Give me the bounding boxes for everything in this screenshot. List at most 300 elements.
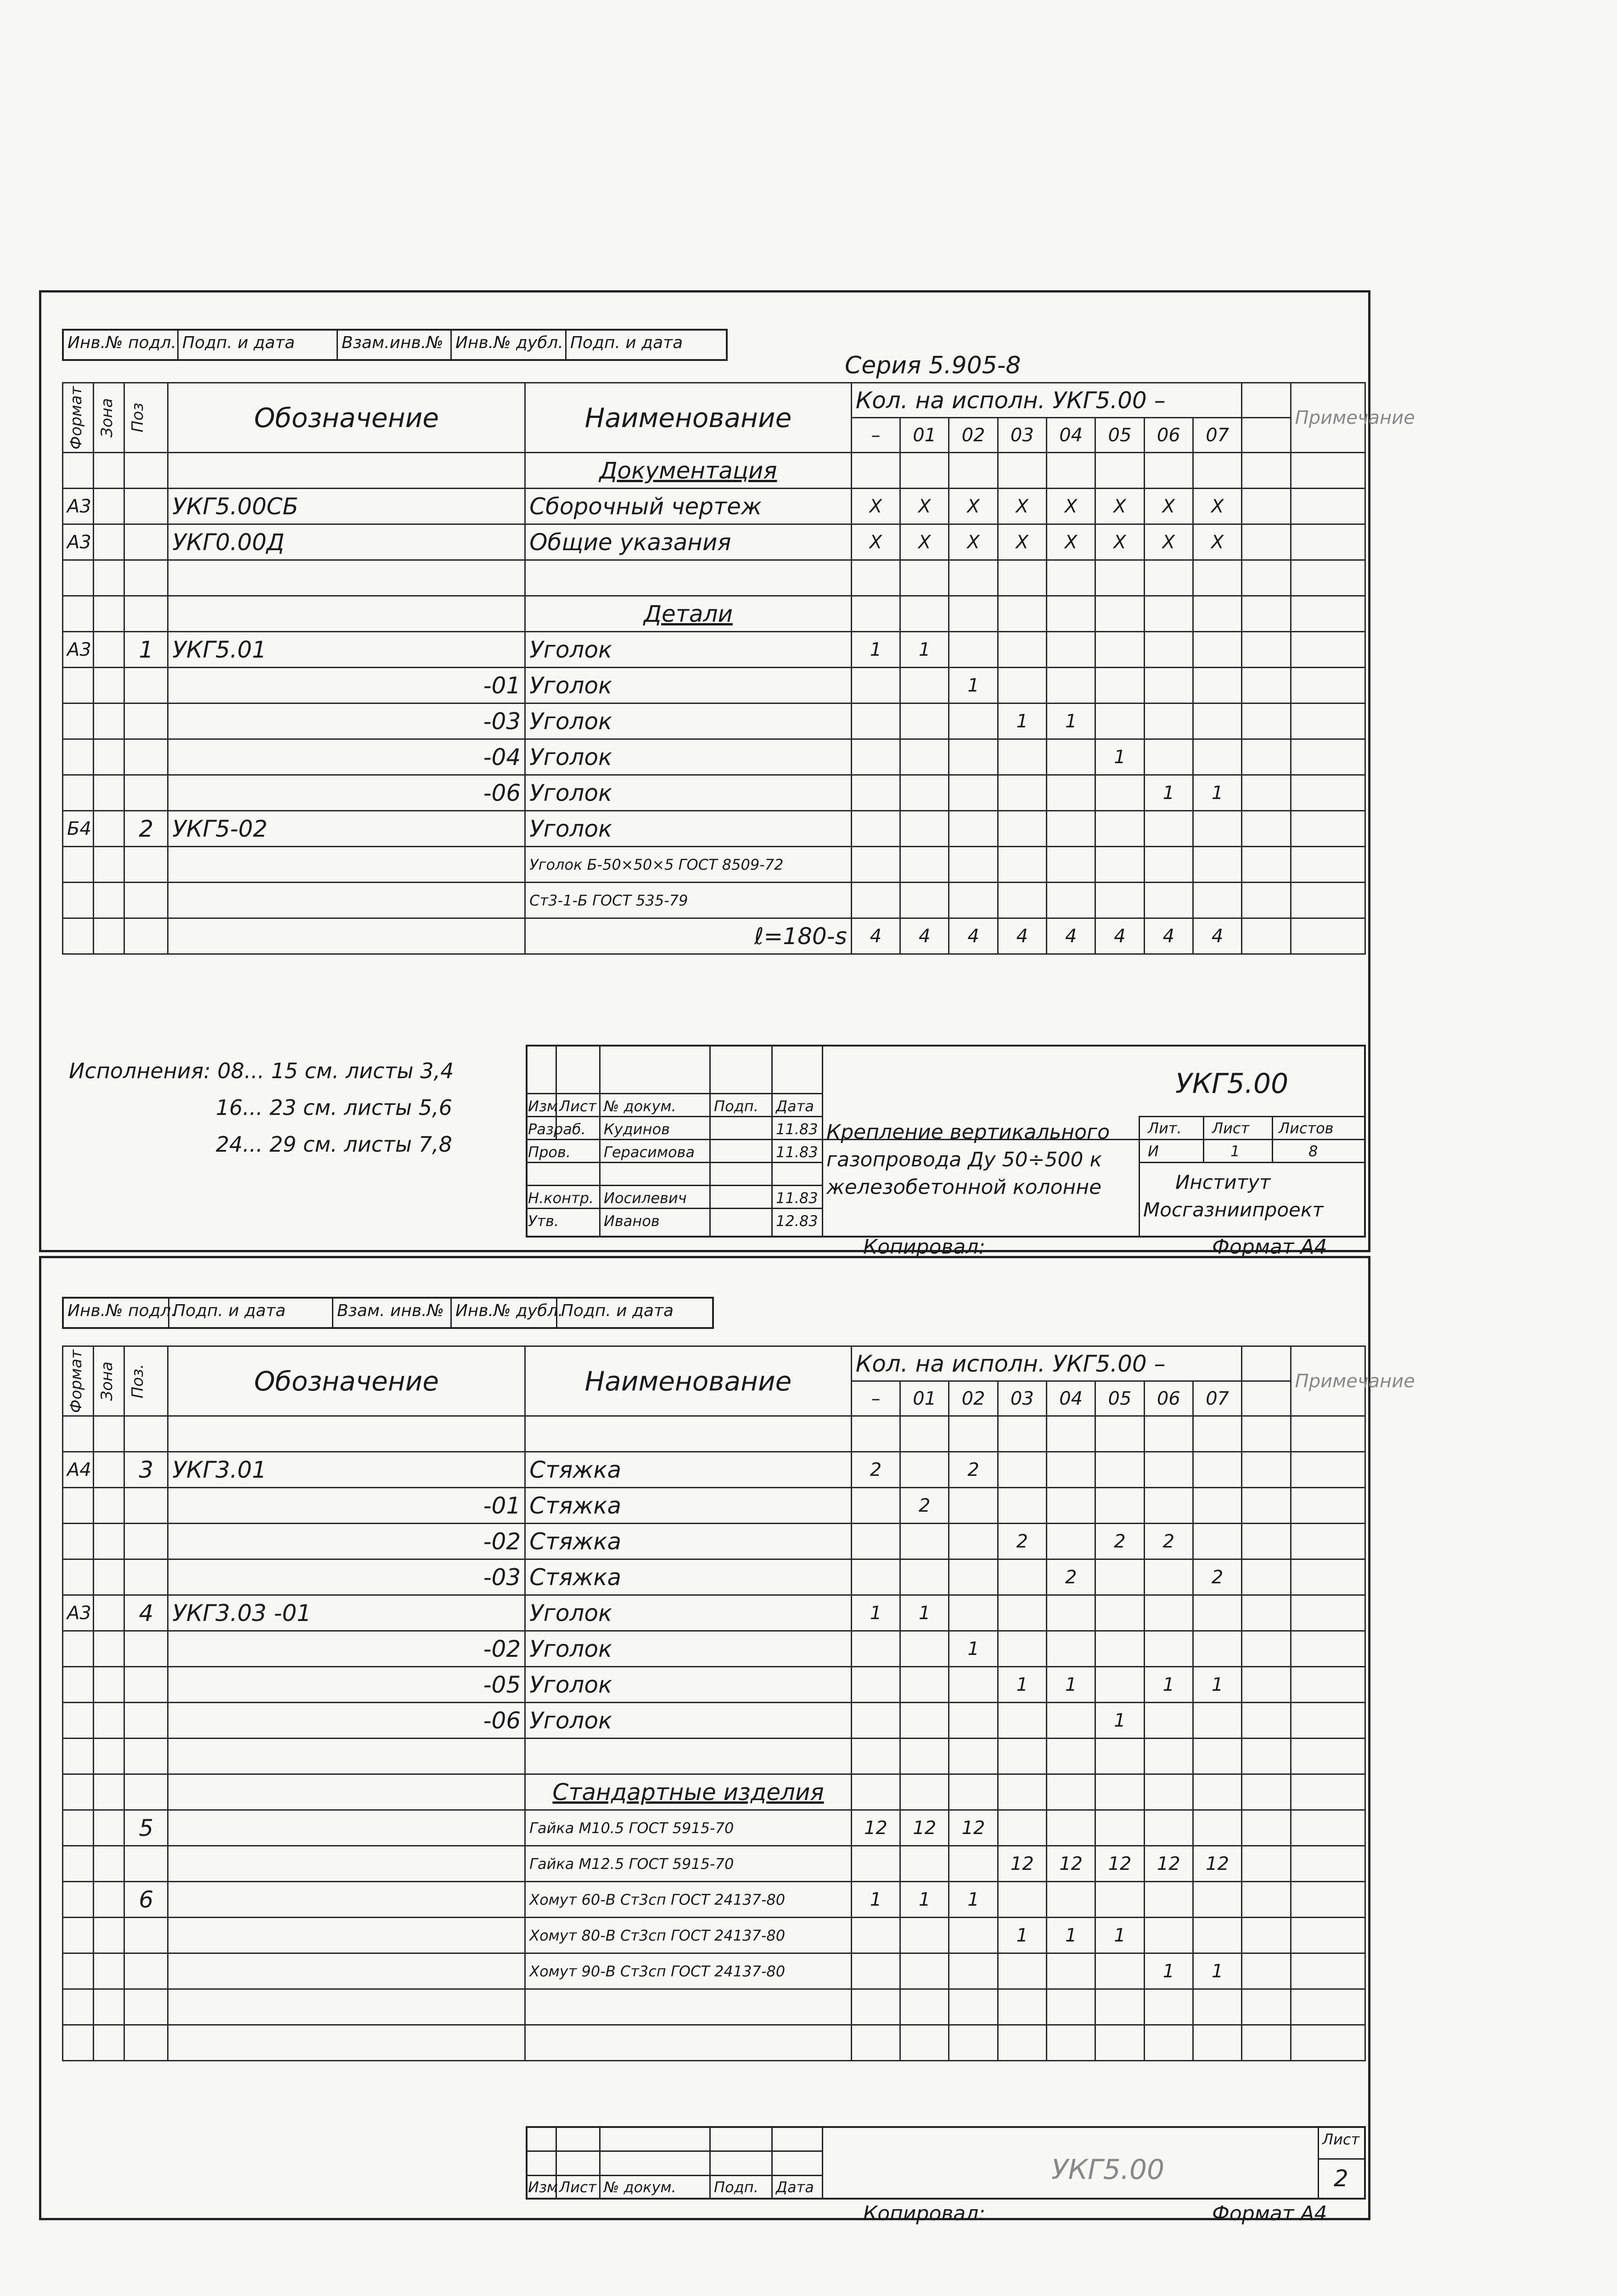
tb-role: Разраб.	[528, 1120, 586, 1138]
tb-date: 11.83	[776, 1120, 818, 1138]
pos-cell	[124, 453, 168, 489]
exec-col-header: 03	[998, 418, 1046, 453]
spec-row	[63, 1846, 1365, 1882]
approval-stamp-strip-1	[62, 329, 728, 361]
qty-cell	[1095, 1882, 1144, 1918]
qty-cell: 1	[1144, 1953, 1193, 1989]
exec-col-header: 04	[1047, 1381, 1095, 1416]
qty-cell	[1193, 1918, 1241, 1953]
qty-cell	[1047, 1595, 1095, 1631]
qty-cell	[1193, 1524, 1241, 1559]
designation-cell	[168, 1918, 525, 1953]
qty-cell	[1047, 1989, 1095, 2025]
note-cell	[1291, 1452, 1365, 1488]
qty-cell	[1047, 775, 1095, 811]
qty-cell	[998, 775, 1046, 811]
spare-cell	[1242, 596, 1291, 632]
pos-cell: 6	[124, 1882, 168, 1918]
qty-cell	[1193, 596, 1241, 632]
qty-cell: 1	[900, 632, 949, 668]
pos-cell	[124, 739, 168, 775]
spec-row	[63, 632, 1365, 668]
format-cell	[63, 1739, 94, 1774]
qty-cell	[1193, 1595, 1241, 1631]
name-cell: Стандартные изделия	[525, 1774, 852, 1810]
exec-col-header: –	[851, 1381, 900, 1416]
exec-col-header: –	[851, 418, 900, 453]
spare-cell	[1242, 560, 1291, 596]
pos-cell	[124, 489, 168, 524]
qty-cell	[949, 1739, 998, 1774]
note-cell	[1291, 560, 1365, 596]
qty-cell	[1144, 1703, 1193, 1739]
qty-cell	[851, 560, 900, 596]
exec-col-header: 02	[949, 418, 998, 453]
qty-cell	[1144, 1739, 1193, 1774]
qty-cell	[1047, 560, 1095, 596]
qty-cell	[1047, 1953, 1095, 1989]
qty-cell	[900, 1631, 949, 1667]
qty-cell	[949, 739, 998, 775]
note-cell	[1291, 739, 1365, 775]
qty-cell	[1095, 1416, 1144, 1452]
zone-cell	[94, 1882, 124, 1918]
qty-cell	[998, 1416, 1046, 1452]
spec-row	[63, 847, 1365, 883]
stamp-col: Подп. и дата	[179, 331, 338, 359]
qty-cell	[1095, 1452, 1144, 1488]
zone-cell	[94, 1524, 124, 1559]
name-cell: Детали	[525, 596, 852, 632]
spare-cell	[1242, 524, 1291, 560]
spec-row	[63, 489, 1365, 524]
note-cell	[1291, 883, 1365, 918]
qty-cell	[900, 1739, 949, 1774]
zone-cell	[94, 1810, 124, 1846]
pos-cell	[124, 1774, 168, 1810]
name-cell: Уголок	[525, 1631, 852, 1667]
spec-row	[63, 1524, 1365, 1559]
sheet-number: 2	[1334, 2165, 1348, 2192]
qty-cell	[998, 1953, 1046, 1989]
pos-cell	[124, 1524, 168, 1559]
format-cell	[63, 1524, 94, 1559]
tb-hdr-sign: Подп.	[714, 1097, 758, 1115]
zone-cell	[94, 1989, 124, 2025]
spec-row	[63, 668, 1365, 703]
tb-hdr-doc: № докум.	[604, 2178, 676, 2196]
designation-cell: -02	[168, 1631, 525, 1667]
qty-cell	[1193, 1631, 1241, 1667]
designation-cell	[168, 453, 525, 489]
pos-cell	[124, 1631, 168, 1667]
exec-col-header: 07	[1193, 418, 1241, 453]
qty-cell	[1193, 1452, 1241, 1488]
format-cell	[63, 1559, 94, 1595]
spec-row	[63, 1703, 1365, 1739]
spec-row	[63, 1774, 1365, 1810]
document-code: УКГ5.00	[1051, 2154, 1165, 2186]
spec-table-1	[62, 382, 1415, 955]
zone-cell	[94, 1846, 124, 1882]
qty-cell	[998, 1703, 1046, 1739]
qty-cell	[949, 453, 998, 489]
qty-cell	[949, 1416, 998, 1452]
col-format: Формат	[63, 383, 94, 453]
qty-cell: X	[851, 489, 900, 524]
qty-cell	[1095, 632, 1144, 668]
note-cell	[1291, 453, 1365, 489]
format-cell	[63, 1953, 94, 1989]
spare-cell	[1242, 1846, 1291, 1882]
qty-cell	[851, 1524, 900, 1559]
exec-col-header: 05	[1095, 418, 1144, 453]
qty-cell	[1047, 1810, 1095, 1846]
exec-col-header: 01	[900, 418, 949, 453]
pos-cell: 1	[124, 632, 168, 668]
name-cell: Уголок	[525, 703, 852, 739]
format-cell	[63, 596, 94, 632]
qty-cell: 2	[851, 1452, 900, 1488]
qty-cell	[900, 596, 949, 632]
zone-cell	[94, 596, 124, 632]
tb-person: Герасимова	[604, 1143, 695, 1161]
spare-cell	[1242, 1667, 1291, 1703]
execution-note-2: 16... 23 см. листы 5,6	[216, 1095, 452, 1120]
note-cell	[1291, 1703, 1365, 1739]
designation-cell: -06	[168, 1703, 525, 1739]
spec-row	[63, 1810, 1365, 1846]
format-cell	[63, 775, 94, 811]
qty-cell	[949, 1559, 998, 1595]
qty-cell: 1	[949, 668, 998, 703]
tb-hdr-list: Лист	[559, 2178, 597, 2196]
spec-row	[63, 1452, 1365, 1488]
tb-person: Кудинов	[604, 1120, 670, 1138]
qty-cell: 2	[998, 1524, 1046, 1559]
format-cell	[63, 1488, 94, 1524]
qty-cell	[1144, 1631, 1193, 1667]
designation-cell	[168, 1774, 525, 1810]
qty-cell: 1	[1095, 1918, 1144, 1953]
format-label: Формат А4	[1212, 1235, 1327, 1259]
qty-cell	[949, 775, 998, 811]
zone-cell	[94, 1595, 124, 1631]
spare-cell	[1242, 1774, 1291, 1810]
spec-row	[63, 1989, 1365, 2025]
zone-cell	[94, 668, 124, 703]
pos-cell	[124, 1488, 168, 1524]
col-zone: Зона	[94, 383, 124, 453]
qty-cell: X	[1193, 524, 1241, 560]
tb-hdr-doc: № докум.	[604, 1097, 676, 1115]
qty-cell	[998, 1452, 1046, 1488]
zone-cell	[94, 811, 124, 847]
copied-by-label: Копировал:	[863, 1235, 986, 1259]
format-cell	[63, 1703, 94, 1739]
qty-cell	[1193, 739, 1241, 775]
col-note: Примечание	[1291, 1346, 1365, 1416]
qty-cell	[851, 453, 900, 489]
name-cell: Уголок	[525, 811, 852, 847]
qty-cell	[1095, 1488, 1144, 1524]
zone-cell	[94, 560, 124, 596]
spare-cell	[1242, 739, 1291, 775]
qty-cell: 12	[1193, 1846, 1241, 1882]
name-cell: Хомут 60-В Ст3сп ГОСТ 24137-80	[525, 1882, 852, 1918]
note-cell	[1291, 1559, 1365, 1595]
spec-row	[63, 1559, 1365, 1595]
format-cell	[63, 1774, 94, 1810]
pos-cell	[124, 596, 168, 632]
pos-cell: 5	[124, 1810, 168, 1846]
name-cell: Уголок	[525, 1703, 852, 1739]
qty-cell	[998, 560, 1046, 596]
zone-cell	[94, 1703, 124, 1739]
qty-cell: 1	[949, 1882, 998, 1918]
qty-cell	[851, 1416, 900, 1452]
name-cell: Стяжка	[525, 1559, 852, 1595]
qty-cell	[1193, 1882, 1241, 1918]
stamp-col: Взам. инв.№	[333, 1299, 452, 1327]
qty-cell: 2	[900, 1488, 949, 1524]
col-designation: Обозначение	[168, 1346, 525, 1416]
qty-cell	[1144, 453, 1193, 489]
qty-cell: 1	[998, 1918, 1046, 1953]
qty-cell	[851, 1989, 900, 2025]
qty-cell: X	[1095, 489, 1144, 524]
spec-row	[63, 918, 1365, 954]
format-label: Формат А4	[1212, 2202, 1327, 2225]
qty-cell: 4	[1095, 918, 1144, 954]
lit-header: Лит.	[1148, 1120, 1182, 1137]
pos-cell	[124, 560, 168, 596]
qty-cell	[1144, 1989, 1193, 2025]
spare-cell	[1242, 1882, 1291, 1918]
col-pos: Поз	[124, 383, 168, 453]
qty-cell	[1144, 632, 1193, 668]
qty-cell	[1144, 811, 1193, 847]
qty-cell	[998, 1989, 1046, 2025]
designation-cell: -01	[168, 668, 525, 703]
exec-col-header: 05	[1095, 1381, 1144, 1416]
spare-cell	[1242, 453, 1291, 489]
designation-cell: -05	[168, 1667, 525, 1703]
qty-cell	[900, 1953, 949, 1989]
spec-row	[63, 1488, 1365, 1524]
spare-cell	[1242, 1559, 1291, 1595]
spare-cell	[1242, 1595, 1291, 1631]
format-cell	[63, 560, 94, 596]
note-cell	[1291, 1989, 1365, 2025]
qty-cell	[900, 883, 949, 918]
pos-cell	[124, 1846, 168, 1882]
qty-cell	[851, 1631, 900, 1667]
note-cell	[1291, 632, 1365, 668]
qty-cell: 4	[900, 918, 949, 954]
pos-cell	[124, 524, 168, 560]
qty-cell	[1144, 1774, 1193, 1810]
name-cell: Сборочный чертеж	[525, 489, 852, 524]
zone-cell	[94, 1488, 124, 1524]
tb-date: 11.83	[776, 1189, 818, 1207]
tb-hdr-date: Дата	[776, 1097, 814, 1115]
note-cell	[1291, 847, 1365, 883]
qty-cell	[900, 1524, 949, 1559]
qty-cell	[998, 1595, 1046, 1631]
qty-cell: 1	[1095, 739, 1144, 775]
qty-cell: 2	[1047, 1559, 1095, 1595]
note-cell	[1291, 1416, 1365, 1452]
name-cell	[525, 1989, 852, 2025]
zone-cell	[94, 1559, 124, 1595]
name-cell: Хомут 90-В Ст3сп ГОСТ 24137-80	[525, 1953, 852, 1989]
qty-cell	[1047, 739, 1095, 775]
qty-cell	[1193, 632, 1241, 668]
qty-cell	[949, 560, 998, 596]
col-name: Наименование	[525, 383, 852, 453]
pos-cell	[124, 1989, 168, 2025]
note-cell	[1291, 703, 1365, 739]
qty-cell: X	[1144, 524, 1193, 560]
stamp-col: Инв.№ подл.	[64, 1299, 169, 1327]
tb-date: 11.83	[776, 1143, 818, 1161]
name-cell	[525, 560, 852, 596]
designation-cell: УКГ5-02	[168, 811, 525, 847]
qty-cell	[1144, 596, 1193, 632]
qty-cell	[900, 668, 949, 703]
qty-cell: 1	[1095, 1703, 1144, 1739]
qty-cell: 1	[851, 1595, 900, 1631]
qty-cell	[949, 632, 998, 668]
name-cell: Ст3-1-Б ГОСТ 535-79	[525, 883, 852, 918]
note-cell	[1291, 1882, 1365, 1918]
format-cell	[63, 739, 94, 775]
qty-cell: 12	[1144, 1846, 1193, 1882]
stamp-col: Подп. и дата	[169, 1299, 333, 1327]
lit-value: И	[1148, 1142, 1159, 1160]
qty-cell: 1	[1047, 1918, 1095, 1953]
spec-table-2	[62, 1345, 1415, 2061]
qty-cell	[1193, 883, 1241, 918]
format-cell	[63, 1989, 94, 2025]
pos-cell	[124, 847, 168, 883]
qty-cell	[1095, 668, 1144, 703]
pos-cell: 2	[124, 811, 168, 847]
qty-cell	[1095, 1739, 1144, 1774]
qty-cell: 1	[1144, 1667, 1193, 1703]
designation-cell	[168, 560, 525, 596]
qty-cell	[1193, 668, 1241, 703]
qty-cell	[1047, 1703, 1095, 1739]
spec-row	[63, 560, 1365, 596]
doc-title-line: железобетонной колонне	[826, 1176, 1102, 1199]
qty-cell	[900, 847, 949, 883]
qty-cell	[1095, 596, 1144, 632]
qty-cell	[949, 1703, 998, 1739]
spec-row	[63, 1595, 1365, 1631]
qty-cell	[1095, 1631, 1144, 1667]
zone-cell	[94, 739, 124, 775]
qty-cell	[1144, 1810, 1193, 1846]
spare-cell	[1242, 1703, 1291, 1739]
qty-cell	[1047, 453, 1095, 489]
qty-header: Кол. на исполн. УКГ5.00 –	[851, 1346, 1242, 1381]
qty-cell	[900, 2025, 949, 2061]
spare-cell	[1242, 1918, 1291, 1953]
spec-row	[63, 1953, 1365, 1989]
format-cell	[63, 703, 94, 739]
exec-col-header: 07	[1193, 1381, 1241, 1416]
qty-cell	[998, 632, 1046, 668]
qty-cell: X	[1144, 489, 1193, 524]
series-label: Серия 5.905-8	[845, 352, 1021, 379]
col-pos: Поз.	[124, 1346, 168, 1416]
qty-cell	[1095, 883, 1144, 918]
pos-cell	[124, 1559, 168, 1595]
qty-cell	[998, 1488, 1046, 1524]
qty-cell	[1095, 1667, 1144, 1703]
qty-cell	[1193, 811, 1241, 847]
pos-cell	[124, 1953, 168, 1989]
tb-hdr-sign: Подп.	[714, 2178, 758, 2196]
qty-cell	[851, 739, 900, 775]
qty-cell	[1193, 703, 1241, 739]
qty-cell	[1193, 1416, 1241, 1452]
note-cell	[1291, 1631, 1365, 1667]
qty-cell	[900, 1989, 949, 2025]
tb-person: Иванов	[604, 1212, 660, 1230]
designation-cell: УКГ5.01	[168, 632, 525, 668]
qty-cell	[851, 1559, 900, 1595]
name-cell: Стяжка	[525, 1452, 852, 1488]
spec-row	[63, 453, 1365, 489]
qty-cell	[998, 1559, 1046, 1595]
note-cell	[1291, 1774, 1365, 1810]
spec-row	[63, 775, 1365, 811]
qty-cell	[1047, 1452, 1095, 1488]
stamp-col: Инв.№ дубл.	[452, 1299, 557, 1327]
qty-cell	[851, 1703, 900, 1739]
col-format: Формат	[63, 1346, 94, 1416]
qty-cell	[1095, 1559, 1144, 1595]
qty-cell: 4	[998, 918, 1046, 954]
col-zone: Зона	[94, 1346, 124, 1416]
qty-cell	[851, 1918, 900, 1953]
zone-cell	[94, 1918, 124, 1953]
name-cell: Стяжка	[525, 1488, 852, 1524]
pos-cell	[124, 1739, 168, 1774]
zone-cell	[94, 775, 124, 811]
qty-cell	[1095, 775, 1144, 811]
qty-cell	[1095, 1810, 1144, 1846]
tb-role: Н.контр.	[528, 1189, 594, 1207]
qty-cell	[998, 453, 1046, 489]
exec-col-header: 06	[1144, 418, 1193, 453]
spec-row	[63, 2025, 1365, 2061]
qty-cell	[1095, 1595, 1144, 1631]
qty-header: Кол. на исполн. УКГ5.00 –	[851, 383, 1242, 418]
designation-cell	[168, 596, 525, 632]
qty-cell: 1	[1047, 1667, 1095, 1703]
name-cell	[525, 1739, 852, 1774]
format-cell	[63, 1846, 94, 1882]
tb-hdr-izm: Изм	[528, 1097, 558, 1115]
name-cell: Уголок	[525, 775, 852, 811]
qty-cell: X	[900, 524, 949, 560]
qty-cell	[900, 1846, 949, 1882]
name-cell: Уголок	[525, 668, 852, 703]
